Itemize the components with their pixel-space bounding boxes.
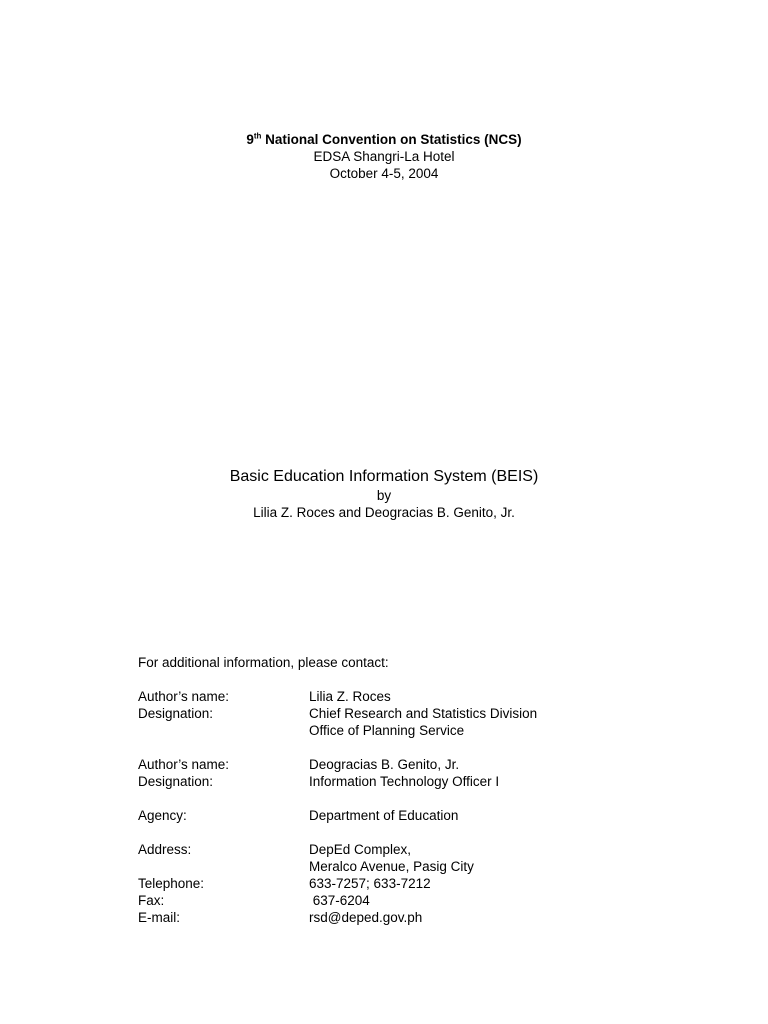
author1-designation-line1: Chief Research and Statistics Division [309,706,538,721]
address-row-2 [138,858,537,875]
agency-label: Agency: [138,808,187,823]
spacer [138,739,537,756]
telephone-label: Telephone: [138,876,205,891]
contact-section [138,654,537,926]
author2-designation-label: Designation: [138,774,214,789]
empty-label [138,858,309,875]
spacer [138,824,537,841]
convention-title-text: National Convention on Statistics (NCS) [261,132,522,147]
author1-designation-line2: Office of Planning Service [309,723,465,738]
fax-label: Fax: [138,893,165,908]
convention-venue: EDSA Shangri-La Hotel [313,149,455,164]
address-line2: Meralco Avenue, Pasig City [309,859,474,874]
author2-name-row [138,756,537,773]
telephone-value: 633-7257; 633-7212 [309,876,431,891]
author1-designation-row [138,705,537,722]
author2-designation-row [138,773,537,790]
author1-name-row [138,688,537,705]
spacer [138,790,537,807]
email-row [138,909,537,926]
empty-label [138,722,309,739]
convention-ordinal-suffix: th [253,131,262,141]
convention-dates: October 4-5, 2004 [329,166,439,181]
fax-value: 637-6204 [309,893,370,908]
contact-intro: For additional information, please contact: [138,655,389,670]
convention-title [0,131,768,148]
agency-value: Department of Education [309,808,459,823]
agency-row [138,807,537,824]
author2-designation: Information Technology Officer I [309,774,500,789]
author1-name-label: Author’s name: [138,689,230,704]
convention-header [0,131,768,182]
author2-name: Deogracias B. Genito, Jr. [309,757,460,772]
paper-by: by [376,488,392,503]
paper-header [0,466,768,521]
convention-ordinal-number: 9 [246,132,254,147]
author1-name: Lilia Z. Roces [309,689,391,704]
fax-row [138,892,537,909]
author1-designation-label: Designation: [138,706,214,721]
telephone-row [138,875,537,892]
address-label: Address: [138,842,192,857]
email-label: E-mail: [138,910,181,925]
address-line1: DepEd Complex, [309,842,412,857]
paper-authors: Lilia Z. Roces and Deogracias B. Genito, Jr. [253,505,515,520]
address-row [138,841,537,858]
author1-designation-row-2 [138,722,537,739]
author2-name-label: Author’s name: [138,757,230,772]
paper-title: Basic Education Information System (BEIS) [229,468,539,485]
email-value: rsd@deped.gov.ph [309,910,423,925]
